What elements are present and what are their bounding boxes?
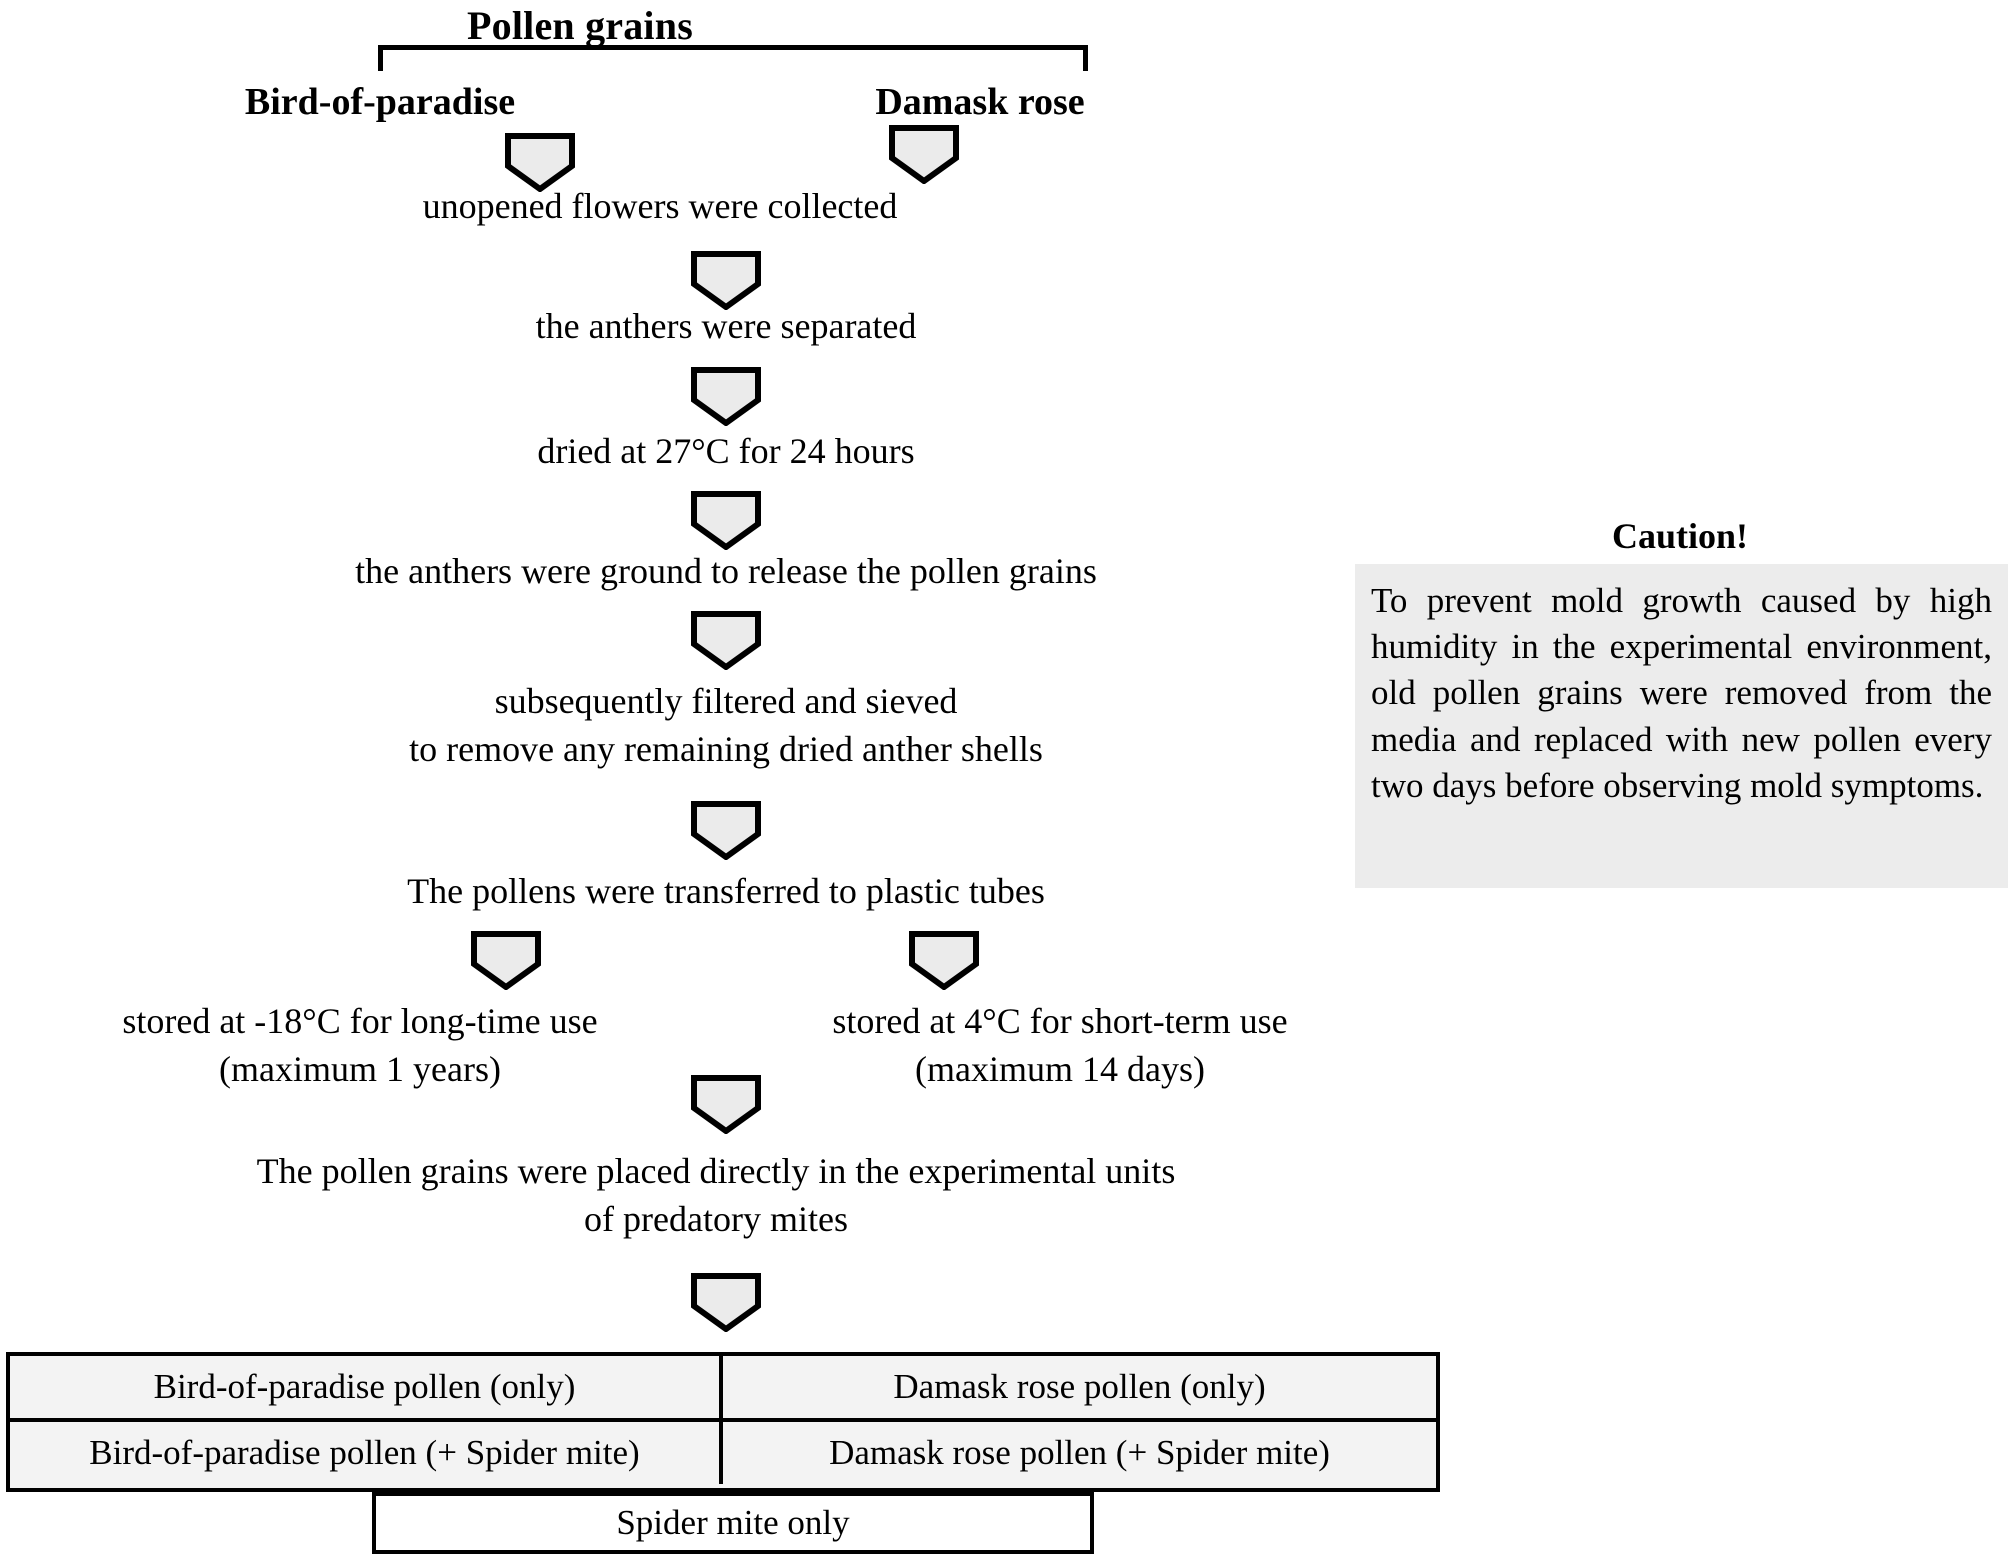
treatment-row-2 [10, 1422, 1436, 1484]
treatment-cell-damask-spider: Damask rose pollen (+ Spider mite) [829, 1433, 1330, 1472]
connector-arrow-4 [690, 610, 762, 670]
step-text-collect: unopened flowers were collected [422, 186, 898, 226]
caution-text-box: To prevent mold growth caused by high humidity in the experimental environment, old pollen grains were removed from the media and replaced with new pollen every two days before observing mold symptoms. [1355, 564, 2008, 888]
connector-arrow-storage-left [470, 930, 542, 990]
step-text-place-line1: The pollen grains were placed directly in the experimental units [256, 1151, 1176, 1191]
diagram-title: Pollen grains [467, 3, 693, 48]
connector-arrow-2 [690, 366, 762, 426]
branch-label-right: Damask rose [875, 81, 1085, 123]
treatment-cell-damask-only: Damask rose pollen (only) [893, 1367, 1266, 1406]
connector-arrow-6 [690, 1074, 762, 1134]
branch-label-left: Bird-of-paradise [244, 81, 516, 123]
connector-arrow-5 [690, 800, 762, 860]
step-text-transfer: The pollens were transferred to plastic tubes [407, 871, 1045, 911]
treatment-cell-bop-only: Bird-of-paradise pollen (only) [10, 1356, 723, 1418]
storage-short-term-line2: (maximum 14 days) [915, 1049, 1205, 1089]
treatment-control-box: Spider mite only [372, 1492, 1094, 1554]
step-text-sieve-line2: to remove any remaining dried anther shells [409, 729, 1043, 769]
branch-bracket [378, 45, 1088, 71]
treatment-grid [6, 1352, 1440, 1492]
step-text-grind: the anthers were ground to release the pollen grains [355, 551, 1097, 591]
step-text-place-line2: of predatory mites [584, 1199, 848, 1239]
connector-arrow-branch-right [888, 124, 960, 184]
caution-title: Caution! [1611, 516, 1749, 556]
step-text-sieve-line1: subsequently filtered and sieved [494, 681, 958, 721]
connector-arrow-storage-right [908, 930, 980, 990]
step-text-dry: dried at 27°C for 24 hours [537, 431, 915, 471]
connector-arrow-branch-left [504, 132, 576, 192]
step-text-separate: the anthers were separated [535, 306, 917, 346]
treatment-cell-bop-spider: Bird-of-paradise pollen (+ Spider mite) [10, 1422, 723, 1484]
storage-short-term-line1: stored at 4°C for short-term use [832, 1001, 1288, 1041]
connector-arrow-3 [690, 490, 762, 550]
treatment-row-1 [10, 1356, 1436, 1422]
connector-arrow-7 [690, 1272, 762, 1332]
connector-arrow-1 [690, 250, 762, 310]
storage-long-term-line1: stored at -18°C for long-time use [122, 1001, 598, 1041]
storage-long-term-line2: (maximum 1 years) [219, 1049, 501, 1089]
